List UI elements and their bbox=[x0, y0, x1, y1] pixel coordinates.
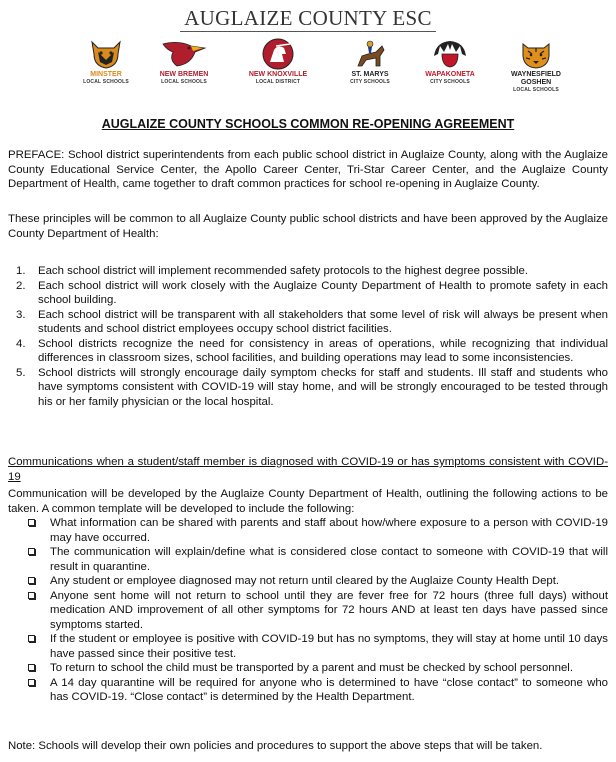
checklist-item: Any student or employee diagnosed may not return until cleared by the Auglaize County Health Dept. bbox=[8, 574, 608, 589]
checkbox-bullet-icon bbox=[28, 577, 35, 584]
principles-list bbox=[8, 264, 608, 409]
minster-wildcat-icon bbox=[88, 38, 124, 70]
principle-item: 3. Each school district will be transparent with all stakeholders that some level of risk will always be present when students and school district employees occupy school district facilities. bbox=[16, 308, 608, 335]
school-logos-row bbox=[66, 38, 566, 96]
checklist-item: What information can be shared with parents and staff about how/where exposure to a person with COVID-19 may have occurred. bbox=[8, 516, 608, 545]
principle-item: 4. School districts recognize the need for consistency in areas of operations, while recognizing that individual differences in classroom sizes, school facilities, and building operations may lead to some inconsistencies. bbox=[16, 337, 608, 364]
logo-subtitle: CITY SCHOOLS bbox=[350, 79, 390, 85]
principle-item: 5. School districts will strongly encourage daily symptom checks for staff and students. Ill staff and students who have symptoms consistent with COVID-19 will stay home, and will be strongly encouraged to be tested through his or her family physician or the local hospital. bbox=[16, 366, 608, 408]
logo-name: NEW BREMEN bbox=[159, 71, 209, 78]
communications-checklist bbox=[8, 516, 608, 705]
rodeo-rider-icon bbox=[352, 38, 388, 70]
logo-subtitle: LOCAL DISTRICT bbox=[255, 79, 301, 85]
preface-paragraph: PREFACE: School district superintendents from each public school district in Auglaize County, along with the Auglaize County Educational Service Center, the Apollo Career Center, Tri-Star Career Center, and the Auglaize County Department of Health, came together to draft common practices for school re-opening in Auglaize County. bbox=[8, 149, 608, 190]
redskin-headdress-icon bbox=[430, 38, 470, 70]
communications-intro: Communication will be developed by the Auglaize County Department of Health, outlining the following actions to be taken. A common template will be developed to include the following: bbox=[8, 488, 608, 515]
logo-wapakoneta bbox=[410, 38, 490, 85]
logo-name: ST. MARYS bbox=[351, 71, 389, 78]
logo-subtitle: CITY SCHOOLS bbox=[430, 79, 470, 85]
knight-icon bbox=[260, 38, 296, 70]
logo-name: WAYNESFIELD GOSHEN bbox=[511, 71, 561, 86]
checkbox-bullet-icon bbox=[28, 679, 35, 686]
principles-intro: These principles will be common to all Auglaize County public school districts and have been approved by the Auglaize County Department of Health: bbox=[8, 213, 608, 240]
checkbox-bullet-icon bbox=[28, 548, 35, 555]
logo-subtitle: LOCAL SCHOOLS bbox=[83, 79, 129, 85]
principle-item: 2. Each school district will work closely with the Auglaize County Department of Health to promote safety in each school building. bbox=[16, 279, 608, 306]
logo-st-marys bbox=[330, 38, 410, 85]
checkbox-bullet-icon bbox=[28, 519, 35, 526]
logo-subtitle: LOCAL SCHOOLS bbox=[513, 87, 559, 93]
logo-subtitle: LOCAL SCHOOLS bbox=[161, 79, 207, 85]
checklist-item: Anyone sent home will not return to school until they are fever free for 72 hours (three full days) without medication AND improvement of all other symptoms for 72 hours AND at least ten days have passed since symptoms started. bbox=[8, 589, 608, 633]
checkbox-bullet-icon bbox=[28, 592, 35, 599]
logo-waynesfield-goshen bbox=[496, 38, 576, 93]
document-title: AUGLAIZE COUNTY SCHOOLS COMMON RE-OPENING AGREEMENT bbox=[101, 117, 515, 131]
checkbox-bullet-icon bbox=[28, 664, 35, 671]
logo-name: NEW KNOXVILLE bbox=[248, 71, 308, 78]
cardinal-icon bbox=[161, 38, 207, 70]
checkbox-bullet-icon bbox=[28, 635, 35, 642]
tiger-icon bbox=[518, 38, 554, 70]
principle-item: 1. Each school district will implement recommended safety protocols to the highest degree possible. bbox=[16, 265, 529, 277]
logo-name: MINSTER bbox=[90, 71, 122, 78]
checklist-item: If the student or employee is positive with COVID-19 but has no symptoms, they will stay at home until 10 days have passed since their positive test. bbox=[8, 632, 608, 661]
checklist-item: To return to school the child must be transported by a parent and must be checked by school personnel. bbox=[8, 661, 608, 676]
logo-new-knoxville bbox=[238, 38, 318, 85]
closing-note: Note: Schools will develop their own policies and procedures to support the above steps that will be taken. bbox=[8, 740, 543, 752]
logo-name: WAPAKONETA bbox=[425, 71, 475, 78]
logo-new-bremen bbox=[144, 38, 224, 85]
logo-minster bbox=[66, 38, 146, 85]
communications-heading: Communications when a student/staff member is diagnosed with COVID-19 or has symptoms consistent with COVID-19 bbox=[8, 456, 608, 483]
esc-header-title: AUGLAIZE COUNTY ESC bbox=[0, 6, 616, 31]
checklist-item: The communication will explain/define what is considered close contact to someone with COVID-19 that will result in quarantine. bbox=[8, 545, 608, 574]
checklist-item: A 14 day quarantine will be required for anyone who is determined to have “close contact” to someone who has COVID-19. “Close contact” is determined by the Health Department. bbox=[8, 676, 608, 705]
